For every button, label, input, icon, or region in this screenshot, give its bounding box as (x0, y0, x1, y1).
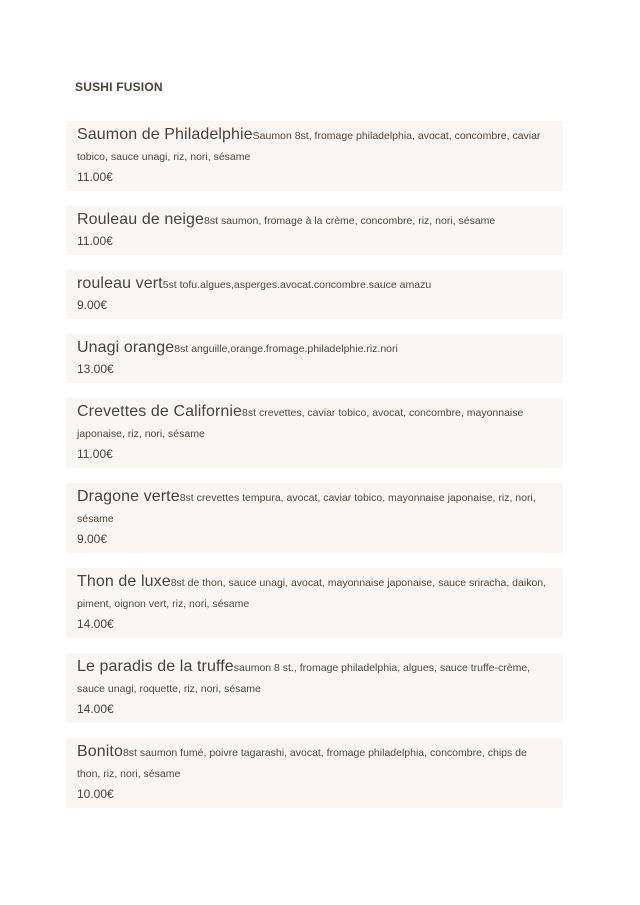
menu-page (66, 80, 563, 823)
menu-item-text (77, 487, 549, 529)
menu-item-price: 14.00€ (77, 702, 114, 716)
menu-list (66, 121, 563, 808)
menu-item-description: 8st crevettes tempura, avocat, caviar tobico, mayonnaise japonaise, riz, nori, sésame (77, 492, 536, 525)
menu-item-card[interactable] (66, 398, 563, 468)
menu-item-name: rouleau vert (77, 275, 163, 292)
menu-item-price: 9.00€ (77, 532, 108, 546)
menu-item-name: Dragone verte (77, 488, 180, 505)
menu-item-price: 14.00€ (77, 617, 114, 631)
menu-item-description: saumon 8 st., fromage philadelphia, algues, sauce truffe-crème, sauce unagi, roquette, riz, nori, sésame (77, 662, 531, 695)
menu-item-name: Rouleau de neige (77, 211, 205, 228)
menu-item-description: 5st tofu.algues,asperges.avocat.concombre.sauce amazu (162, 279, 432, 291)
menu-item-card[interactable] (66, 334, 563, 383)
menu-item-price: 13.00€ (77, 362, 114, 376)
menu-item-name: Crevettes de Californie (77, 403, 243, 420)
menu-item-card[interactable] (66, 653, 563, 723)
menu-item-description: 8st de thon, sauce unagi, avocat, mayonnaise japonaise, sauce sriracha, daikon, piment, oignon vert, riz, nori, sésame (77, 577, 547, 610)
menu-item-text (77, 210, 549, 231)
menu-item-description: 8st saumon, fromage à la crème, concombre, riz, nori, sésame (204, 215, 496, 227)
menu-item-text (77, 402, 549, 444)
menu-item-price: 11.00€ (77, 170, 113, 184)
menu-item-text (77, 125, 549, 167)
menu-item-price: 11.00€ (77, 447, 113, 461)
menu-item-name: Bonito (77, 743, 123, 760)
menu-item-card[interactable] (66, 483, 563, 553)
menu-item-text (77, 742, 549, 784)
menu-item-name: Le paradis de la truffe (77, 658, 234, 675)
menu-item-card[interactable] (66, 121, 563, 191)
menu-item-name: Thon de luxe (77, 573, 171, 590)
menu-item-description: 8st crevettes, caviar tobico, avocat, concombre, mayonnaise japonaise, riz, nori, sésame (77, 407, 524, 440)
menu-item-card[interactable] (66, 568, 563, 638)
menu-item-price: 11.00€ (77, 234, 113, 248)
menu-item-price: 10.00€ (77, 787, 114, 801)
menu-item-description: 8st saumon fumé, poivre tagarashi, avocat, fromage philadelphia, concombre, chips de thon, riz, nori, sésame (77, 747, 527, 780)
menu-item-text (77, 338, 549, 359)
menu-item-card[interactable] (66, 738, 563, 808)
menu-item-text (77, 657, 549, 699)
menu-item-price: 9.00€ (77, 298, 108, 312)
menu-item-text (77, 572, 549, 614)
menu-item-description: Saumon 8st, fromage philadelphia, avocat, concombre, caviar tobico, sauce unagi, riz, nori, sésame (77, 130, 541, 163)
menu-item-card[interactable] (66, 270, 563, 319)
menu-item-name: Saumon de Philadelphie (77, 126, 253, 143)
menu-item-description: 8st anguille,orange.fromage.philadelphie.riz.nori (174, 343, 398, 355)
section-title: SUSHI FUSION (75, 80, 163, 94)
menu-item-name: Unagi orange (77, 339, 175, 356)
menu-item-card[interactable] (66, 206, 563, 255)
menu-item-text (77, 274, 549, 295)
